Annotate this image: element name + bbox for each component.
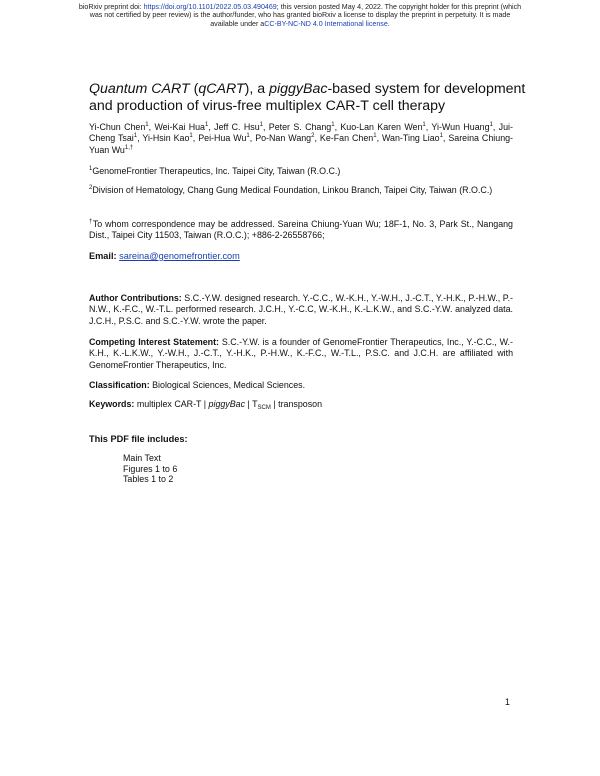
author: Peter S. Chang$^1$ xyxy=(268,122,335,132)
affiliation-2: $^2$Division of Hematology, Chang Gung Medical Foundation, Linkou Branch, Taipei City, Taiwan (R.O.C.) xyxy=(89,185,493,195)
competing-interest: Competing Interest Statement: S.C.-Y.W. is a founder of GenomeFrontier Therapeutics, Inc., Y.-C.C., W.-K.H., K.-L.K.W., Y.-W.H., J.-C.T., Y.-H.K., P.-H.W., K.-F.C., W.-T.L., P.S.C. and J.C.H. are affiliated with GenomeFrontier Therapeutics, Inc. xyxy=(89,337,513,370)
author: Po-Nan Wang$^2$ xyxy=(255,133,315,144)
list-item: Tables 1 to 2 xyxy=(123,474,174,485)
page-number: 1 xyxy=(505,697,510,707)
author-contributions: Author Contributions: S.C.-Y.W. designed research. Y.-C.C., W.-K.H., Y.-W.H., J.-C.T., Y.-H.K., P.-H.W., P.-N.W., K.-F.C., W.-T.L. performed research. J.C.H., Y.-C.C, W.-K.H., K.-L.K.W., and S.C.-Y.W. analyzed data. J.C.H., P.S.C. and S.C.-Y.W. wrote the paper. xyxy=(89,293,513,326)
classification: Classification: Biological Sciences, Medical Sciences. xyxy=(89,380,306,390)
author: Ke-Fan Chen$^1$ xyxy=(319,133,377,144)
author: Wan-Ting Liao$^1$ xyxy=(382,133,443,144)
author: Yi-Wun Huang$^1$ xyxy=(431,122,493,132)
author: Jeff C. Hsu$^1$ xyxy=(214,122,263,132)
includes-list xyxy=(123,453,177,485)
email-link[interactable]: sareina@genomefrontier.com xyxy=(119,251,240,261)
includes-heading: This PDF file includes: xyxy=(89,434,188,444)
correspondence: †To whom correspondence may be addressed. Sareina Chiung-Yuan Wu; 18F-1, No. 3, Park St., Nangang Dist., Taipei City 11503, Taiwan (R.O.C.); +886-2-26558766; xyxy=(89,219,513,241)
author: Sareina Chiung-Yuan $Wu^{1,\dagger}$ xyxy=(89,133,514,155)
keywords: Keywords: multiplex CAR-T | piggyBac | $T_{SCM}$ | transposon xyxy=(89,399,323,411)
list-item: Figures 1 to 6 xyxy=(123,463,178,474)
paper-title: Quantum CART (qCART), a piggyBac-based system for development and production of virus-free multiplex CAR-T cell therapy xyxy=(89,81,526,114)
preprint-banner: bioRxiv preprint doi: https://doi.org/10.1101/2022.05.03.490469; this version posted May 4, 2022. The copyright holder for this preprint (which was not certified by peer review) is the author/funder, who has granted bioRxiv a license to display the preprint in perpetuity. It is made available under aCC-BY-NC-ND 4.0 International license. xyxy=(20,3,580,28)
author: Yi-Hsin Kao$^1$ xyxy=(142,133,193,144)
author: Jui-Cheng Tsai$^1$ xyxy=(89,122,513,144)
author: Wei-Kai Hua$^1$ xyxy=(154,122,209,132)
author-list: Yi-Chun Chen$^1$, Wei-Kai Hua$^1$, Jeff C. Hsu$^1$, Peter S. Chang$^1$, Kuo-Lan Karen Wen$^1$, Yi-Wun Huang$^1$, Jui-Cheng Tsai$^1$, Yi-Hsin Kao$^1$, Pei-Hua Wu$^1$, Po-Nan Wang$^2$, Ke-Fan Chen$^1$, Wan-Ting Liao$^1$, Sareina Chiung-Yuan $Wu^{1,\dagger}$ xyxy=(89,122,514,155)
author: Pei-Hua Wu$^1$ xyxy=(198,133,250,144)
license-link[interactable]: CC-BY-NC-ND 4.0 International license xyxy=(264,19,388,28)
affiliation-1: $^1$GenomeFrontier Therapeutics, Inc. Taipei City, Taiwan (R.O.C.) xyxy=(89,166,341,176)
email-line: Email: sareina@genomefrontier.com xyxy=(89,251,240,261)
list-item: Main Text xyxy=(123,453,161,463)
author: Yi-Chun Chen$^1$ xyxy=(89,122,149,132)
banner-line-2: was not certified by peer review) is the author/funder, who has granted bioRxiv a license to display the preprint in perpetuity. It is made xyxy=(89,11,511,20)
doi-link[interactable]: https://doi.org/10.1101/2022.05.03.490469 xyxy=(143,3,277,11)
author: Kuo-Lan Karen Wen$^1$ xyxy=(340,122,426,132)
